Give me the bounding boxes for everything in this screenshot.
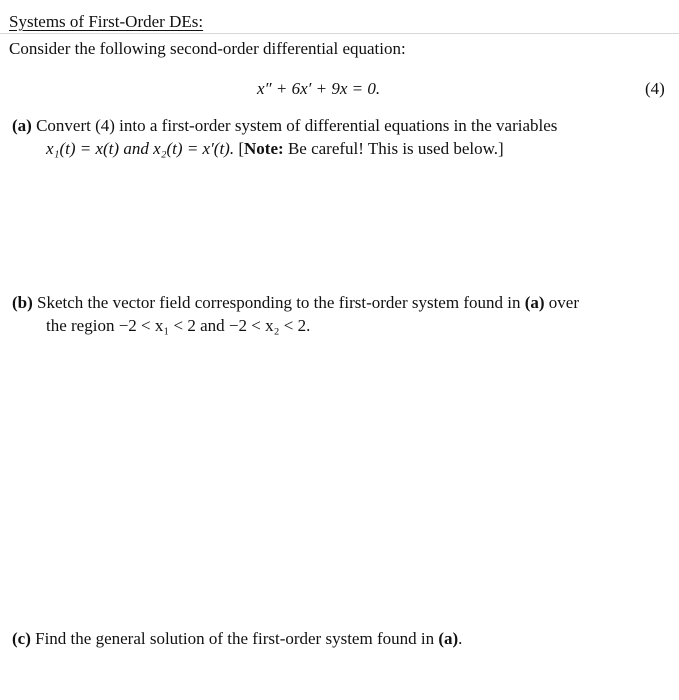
part-c-ref: (a): [438, 629, 459, 648]
part-b-line1: [12, 293, 579, 313]
differential-equation: x″ + 6x′ + 9x = 0.: [257, 79, 381, 98]
part-a-note-label: Note:: [244, 139, 284, 158]
page-title: Systems of First-Order DEs:: [9, 12, 204, 31]
title-divider: [0, 33, 679, 34]
part-a-text: Convert (4) into a first-order system of differential equations in the variables: [36, 116, 558, 135]
part-c-label: (c): [12, 629, 31, 648]
part-a-line2: [12, 139, 557, 159]
part-b-label: (b): [12, 293, 33, 312]
part-a-label: (a): [12, 116, 32, 135]
part-a-note-text: Be careful! This is used below.]: [287, 139, 504, 158]
part-c: [12, 629, 462, 649]
part-c-text: Find the general solution of the first-order system found in: [35, 629, 435, 648]
part-a: [12, 116, 557, 159]
part-a-variables: x₁(t) = x(t) and x₂(t) = x′(t).: [46, 139, 235, 158]
part-c-line: [12, 629, 462, 649]
part-b-text: Sketch the vector field corresponding to the first-order system found in: [37, 293, 521, 312]
equation-number: (4): [645, 79, 665, 98]
part-a-line1: [12, 116, 557, 136]
part-b-end: over: [548, 293, 580, 312]
part-b-region: the region −2 < x₁ < 2 and −2 < x₂ < 2.: [46, 316, 311, 335]
intro-text: Consider the following second-order differential equation:: [9, 39, 406, 58]
part-a-note-open: [: [238, 139, 245, 158]
part-b-ref: (a): [524, 293, 545, 312]
part-b: [12, 293, 579, 336]
part-c-end: .: [458, 629, 463, 648]
